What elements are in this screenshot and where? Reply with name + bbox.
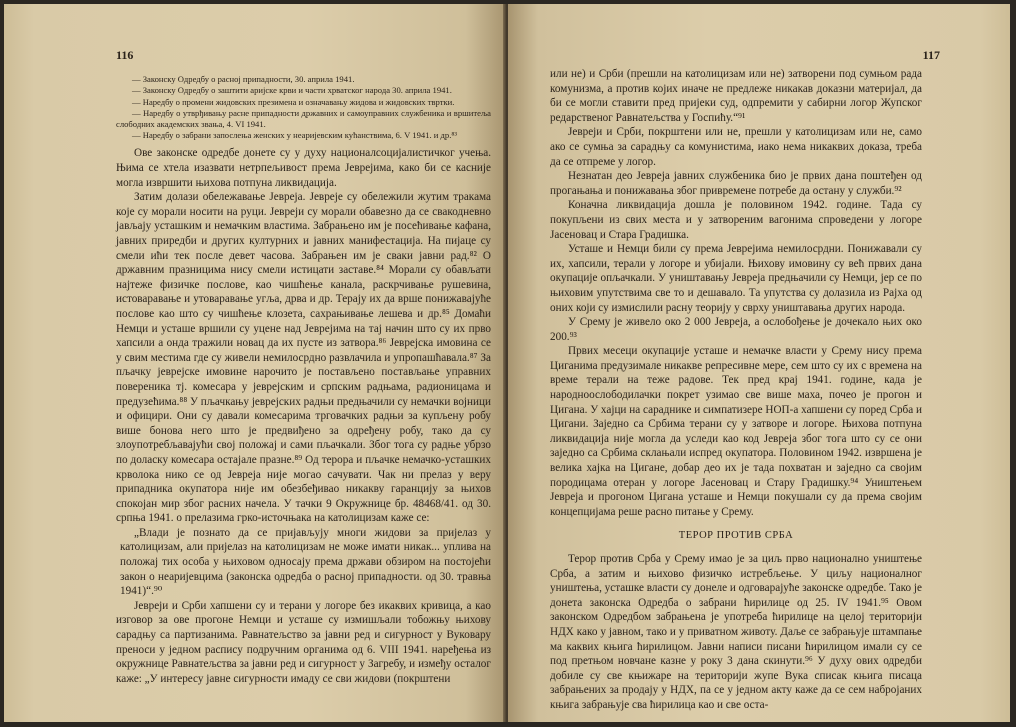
footnote-line: — Наредбу о утврђивању расне припадности државних и самоуправних службеника и вршитеља слободних академских звања, 4. VI 1941.	[116, 108, 491, 129]
right-page-text	[550, 67, 922, 713]
page-number-left: 116	[116, 48, 134, 62]
body-paragraph: Затим долази обележавање Јевреја. Јевреје су обележили жутим тракама које су морали носити на руци. Јевреји су морали обавезно да се свакодневно јављају усташким и немачким властима. Забрањено им је посећивање кафана, јавних приредби и других културних и јавних манифестација. На пијаце су смели ићи тек после девет часова. Забрањен им је сваки јавни рад.⁸² О државним празницима нису смели истицати заставе.⁸⁴ Морали су обављати најтеже физичке послове, као чишћење канала, раскрчивање рушевина, истоваравање и утоваравање угља, дрва и др. Терају их да врше понижавајуће послове као што су чишћење клозета, сахрањивање лешева и др.⁸⁵ Домаћи Немци и усташе вршили су уцене над Јеврејима на тај начин што су их прво хапсили а онда тражили новац да их пусте из затвора.⁸⁶ Јеврејска имовина се у свим местима где су живели немилосрдно развлачила и упропашћавала.⁸⁷ За пљачку јеврејске имовине нарочито је постављено постављање управних повереника тј. комесара у јеврејским и српским радњама, радионицама и предузећима.⁸⁸ У пљачкању јеврејских радњи предњачили су немачки војници и официри. Они су давали комесарима трговачких радњи за купљену робу више бонова него што је предвиђено за одређену робу, тако да су злоупотребљавајући свој положај и сами пљачкали. Због тога су радње убрзо по доласку комесара остајале празне.⁸⁹ Од терора и пљачке немачко-усташких крволока нико се од Јевреја није могао сачувати. Чак ни прелаз у веру припадника окупатора није им обезбеђивао никакву гаранцију за њихов спокојан мир због расних начела. У тачки 9 Окружнице бр. 48468/41. од 30. српња 1941. о прелазима грко-источњака на католицизам каже се:	[116, 191, 491, 525]
body-paragraph: Ове законске одредбе донете су у духу националсоцијалистичког учења. Њима се хтела изазвати нетрпељивост према Јеврејима, како би се касније могла извршити њихова потпуна ликвидација.	[116, 147, 491, 189]
body-paragraph: или не) и Срби (прешли на католицизам или не) затворени под сумњом рада комунизма, а против којих иначе не предлеже никакав доказни материјал, да би се могли ставити пред пријеки суд, одпремити у сабирни логор Жупског редарственог Равнатељства у Госпићу.“⁹¹	[550, 68, 922, 124]
section-heading: ТЕРОР ПРОТИВ СРБА	[678, 530, 794, 542]
body-paragraph: Првих месеци окупације усташе и немачке власти у Срему нису према Циганима предузимале никакве репресивне мере, сем што су их с времена на време терали на теже радове. Тек пред крај 1941. године, када је народноослободилачки покрет узимао све више маха, почео је прогон и Цигана. У хајци на сараднике и симпатизере НОП-а хапшени су поред Срба и Цигани. Заједно са Србима терани су у затворе и логоре. Њихова потпуна ликвидација није могла да уследи као код Јевреја због тога што су се они заједно са Србима склањали испред окупатора. Половином 1942. извршена је велика хајка на Цигане, добар део их је тада похватан и заједно са својим породицама отеран у логоре Јасеновац и Стару Градишку.⁹⁴ Уништењем Јевреја и прогоном Цигана усташе и Немци покушали су да према својим концепцијама реше расно питање у Срему.	[550, 345, 922, 518]
body-paragraph: Терор против Срба у Срему имао је за циљ прво национално уништење Срба, а затим и њихово физичко истребљење. У циљу националног уништења, усташке власти су донеле и одговарајуће законске одредбе. Тако је донета законска Одредба о забрани ћирилице од 25. IV 1941.⁹⁵ Овом законском Одредбом забрањена је употреба ћирилице на целој територији НДХ како у јавном, тако и у приватном животу. Даље се забрањује штампање ма каквих књига ћирилицом. Јавни написи писани ћирилицом имали су се под претњом новчане казне у року 3 дана скинути.⁹⁶ У духу ових одредби добиле су све књижаре на територији жупе Вука списак књига писаца забрањених за продају у НДХ, па се у једном акту каже да се сем набројаних књига забрањује сва ћирилица као и све оста-	[550, 553, 922, 711]
body-paragraph: Коначна ликвидација дошла је половином 1942. године. Тада су покупљени из свих места и у затвореним вагонима спроведени у логоре Јасеновац и Стара Градишка.	[550, 199, 922, 241]
quotation: „Влади је познато да се пријављују многи жидови за пријелаз у католицизам, али пријелаз на католицизам не може имати никак... уплива на положај тих особа у њиховом односају према држави обзиром на постојећи закон о неаријевцима (законска одредба о расној припадности. од 30. травња 1941)“.⁹⁰	[120, 526, 491, 598]
body-paragraph: Усташе и Немци били су према Јеврејима немилосрдни. Понижавали су их, хапсили, терали у логоре и убијали. Њихову имовину су већ првих дана окупације опљачкали. У уништавању Јевреја предњачили су Немци, јер се по њиховим упутствима све то и дешавало. Та упутства су долазила из Рајха од оних који су измислили расну теорију у сврху уништавања других народа.	[550, 243, 922, 314]
left-page-text	[116, 74, 491, 686]
footnote-block	[116, 74, 491, 140]
footnote-line: — Законску Одредбу о заштити аријске крви и части хрватског народа 30. априла 1941.	[132, 85, 452, 96]
footnote-line: — Наредбу о промени жидовских презимена и означавању жидова и жидовских твртки.	[132, 96, 455, 107]
page-number-right: 117	[922, 48, 940, 62]
body-paragraph: У Срему је живело око 2 000 Јевреја, а ослобођење је дочекало њих око 200.⁹³	[550, 316, 922, 343]
left-page	[4, 4, 506, 722]
open-book	[4, 4, 1010, 722]
body-paragraph: Незнатан део Јевреја јавних службеника био је првих дана поштеђен од прогањања и понижавања због привремене потребе да остану у служби.⁹²	[550, 170, 922, 197]
body-paragraph: Јевреји и Срби, покрштени или не, прешли у католицизам или не, само ако се сумња за сарадњу са комунистима, иако нема никаквих доказа, треба да се отпреме у логор.	[550, 126, 922, 168]
footnote-line: — Законску Одредбу о расној припадности, 30. априла 1941.	[132, 74, 355, 84]
footnote-line: — Наредбу о забрани запослења женских у неаријевским кућанствима, 6. V 1941. и др.⁸³	[132, 130, 457, 141]
right-page	[508, 4, 1010, 722]
body-paragraph: Јевреји и Срби хапшени су и терани у логоре без икаквих кривица, а као изговор за ове прогоне Немци и усташе су измишљали тобожњу њихову сарадњу са партизанима. Равнатељство за јавни ред и сигурност у Вуковару преноси у једном распису подручним органима од 6. VIII 1941. наређења из окружнице Равнатељства за јавни ред и сигурност у Загребу, и између осталог каже: „У интересу јавне сигурности имаду се сви жидови (покрштени	[116, 599, 491, 685]
